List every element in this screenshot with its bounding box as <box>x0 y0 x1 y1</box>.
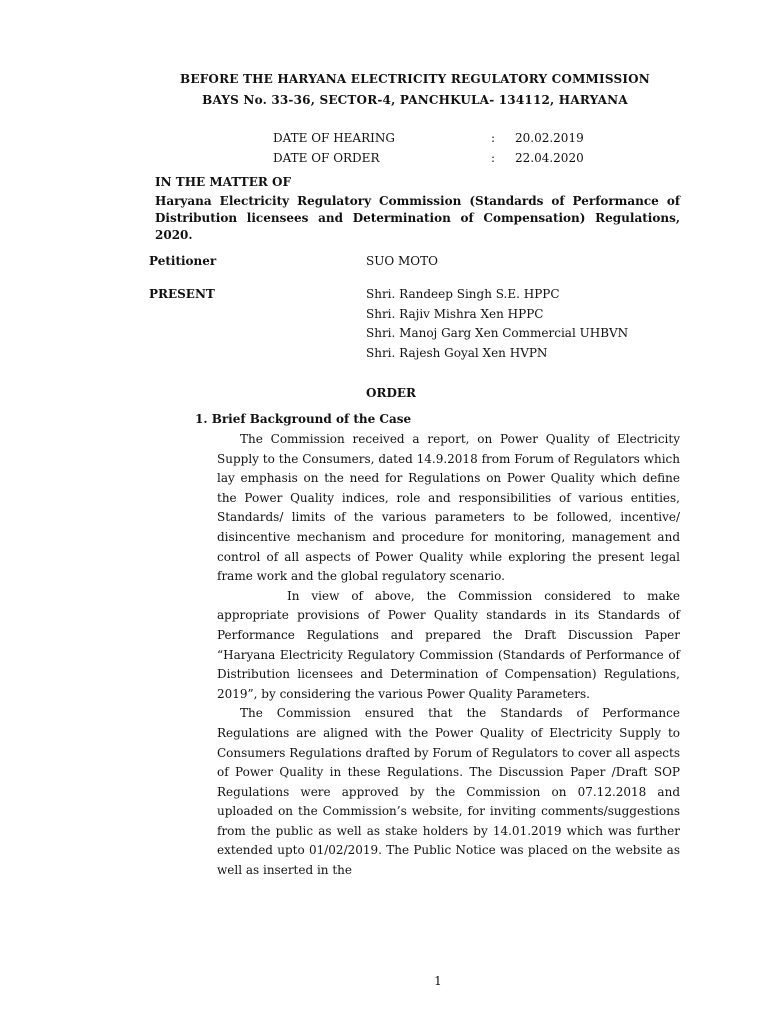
present-name: Shri. Rajesh Goyal Xen HVPN <box>366 346 548 360</box>
hearing-date-separator: : <box>491 131 496 145</box>
paragraph: The Commission received a report, on Power Quality of Electricity Supply to the Consumers, dated 14.9.2018 from Forum of Regulators which lay emphasis on the need for Regulations on Power Quality which define the Power Quality indices, role and responsibilities of various entities, Standards/ limits of the various parameters to be followed, incentive/ disincentive mechanism and procedure for monitoring, management and control of all aspects of Power Quality while exploring the present legal frame work and the global regulatory scenario. <box>217 432 680 584</box>
hearing-date-value: 20.02.2019 <box>515 131 584 145</box>
order-date-label: DATE OF ORDER <box>273 151 380 165</box>
commission-address: BAYS No. 33-36, SECTOR-4, PANCHKULA- 134112, HARYANA <box>202 93 628 107</box>
order-body <box>217 430 680 881</box>
present-name: Shri. Rajiv Mishra Xen HPPC <box>366 307 544 321</box>
hearing-date-label: DATE OF HEARING <box>273 131 395 145</box>
order-date-separator: : <box>491 151 496 165</box>
matter-text: Haryana Electricity Regulatory Commission (Standards of Performance of Distribution licensees and Determination of Compensation) Regulations, 2020. <box>155 194 680 242</box>
section-heading: 1. Brief Background of the Case <box>195 412 412 426</box>
present-label: PRESENT <box>149 287 215 301</box>
page-number: 1 <box>434 974 442 988</box>
petitioner-value: SUO MOTO <box>366 254 438 268</box>
paragraph: In view of above, the Commission considered to make appropriate provisions of Power Quality standards in its Standards of Performance Regulations and prepared the Draft Discussion Paper “Haryana Electricity Regulatory Commission (Standards of Performance of Distribution licensees and Determination of Compensation) Regulations, 2019”, by considering the various Power Quality Parameters. <box>217 588 680 701</box>
present-name: Shri. Manoj Garg Xen Commercial UHBVN <box>366 326 629 340</box>
paragraph: The Commission ensured that the Standards of Performance Regulations are aligned with the Power Quality of Electricity Supply to Consumers Regulations drafted by Forum of Regulators to cover all aspects of Power Quality in these Regulations. The Discussion Paper /Draft SOP Regulations were approved by the Commission on 07.12.2018 and uploaded on the Commission’s website, for inviting comments/suggestions from the public as well as stake holders by 14.01.2019 which was further extended upto 01/02/2019. The Public Notice was placed on the website as well as inserted in the <box>217 706 680 878</box>
order-date-value: 22.04.2020 <box>515 151 584 165</box>
commission-title: BEFORE THE HARYANA ELECTRICITY REGULATORY COMMISSION <box>180 72 650 86</box>
order-title: ORDER <box>366 386 416 400</box>
present-name: Shri. Randeep Singh S.E. HPPC <box>366 287 560 301</box>
petitioner-label: Petitioner <box>149 254 217 268</box>
matter-heading: IN THE MATTER OF <box>155 175 291 189</box>
